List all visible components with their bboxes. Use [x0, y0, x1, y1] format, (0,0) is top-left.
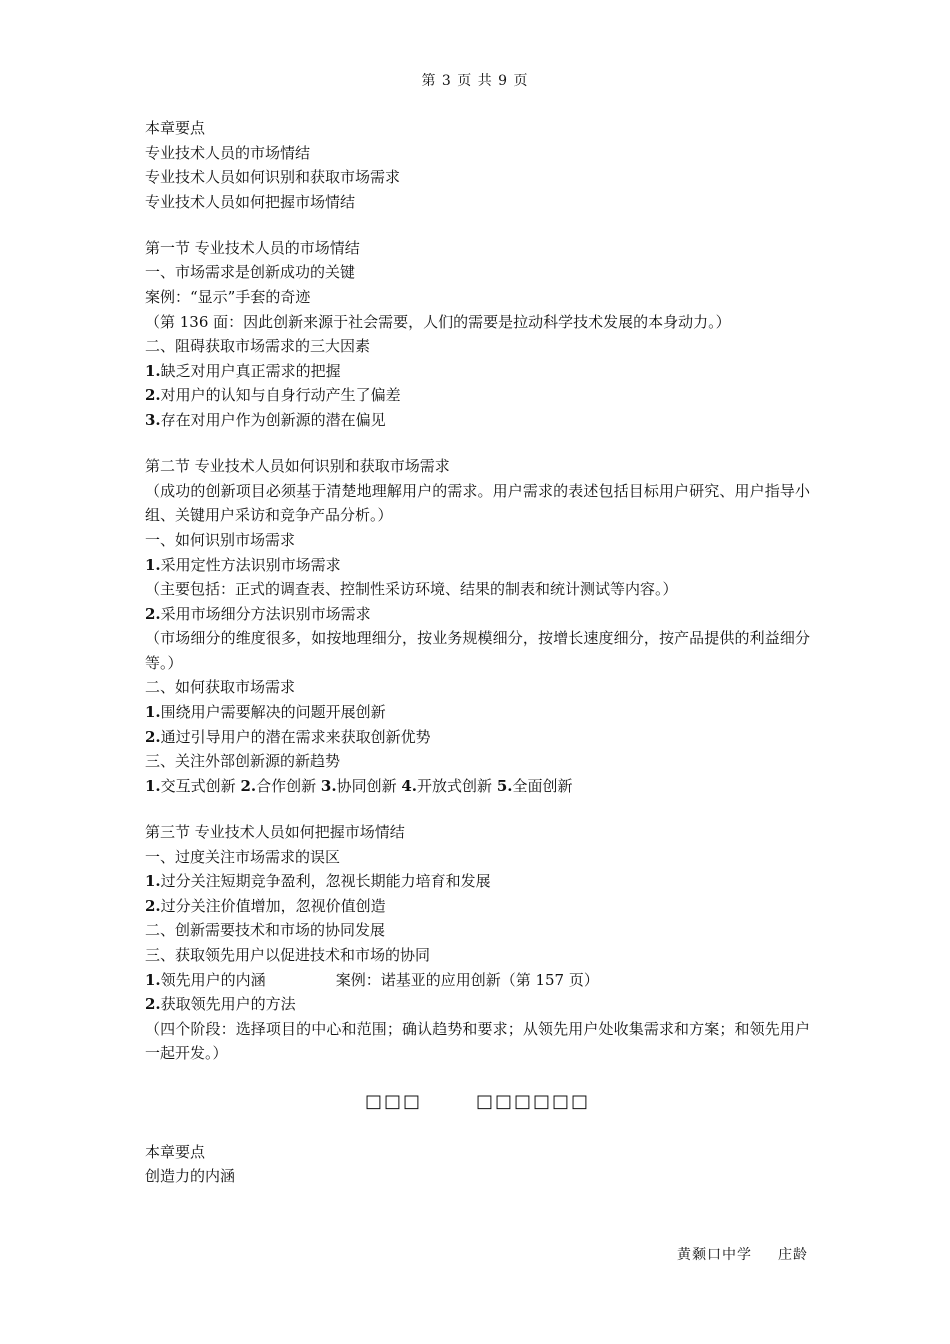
page-header: 第 3 页 共 9 页 — [421, 73, 529, 89]
section2-note: （成功的创新项目必须基于清楚地理解用户的需求。用户需求的表述包括目标用户研究、用户指导小组、关键用户采访和竞争产品分析。） — [145, 481, 810, 525]
intro-point: 专业技术人员的市场情结 — [145, 143, 311, 162]
trends-list: 1.交互式创新 2.合作创新 3.协同创新 4.开放式创新 5.全面创新 — [145, 776, 573, 795]
section1-title: 第一节 专业技术人员的市场情结 — [145, 238, 360, 257]
list-item: 1.采用定性方法识别市场需求 — [145, 555, 341, 574]
section2-title: 第二节 专业技术人员如何识别和获取市场需求 — [145, 457, 450, 476]
intro-title: 本章要点 — [145, 119, 206, 137]
page-footer — [677, 1244, 808, 1264]
intro-point: 专业技术人员如何把握市场情结 — [145, 192, 356, 211]
item-note: （四个阶段：选择项目的中心和范围；确认趋势和要求；从领先用户处收集需求和方案；和领先用户一起开发。） — [145, 1019, 810, 1063]
section1-heading: 一、市场需求是创新成功的关键 — [145, 263, 356, 282]
section2-heading: 一、如何识别市场需求 — [145, 530, 296, 549]
section1-case: 案例：“显示”手套的奇迹 — [145, 288, 311, 307]
item-note: （主要包括：正式的调查表、控制性采访环境、结果的制表和统计测试等内容。） — [145, 580, 678, 599]
item-note: （市场细分的维度很多，如按地理细分，按业务规模细分，按增长速度细分，按产品提供的利益细分等。） — [145, 629, 810, 672]
chapter-title: □□□ □□□□□□ — [364, 1090, 591, 1112]
document-body — [145, 116, 810, 1189]
section3-heading: 三、获取领先用户以促进技术和市场的协同 — [145, 945, 431, 964]
list-item: 2.对用户的认知与自身行动产生了偏差 — [145, 386, 401, 405]
list-item: 3.存在对用户作为创新源的潜在偏见 — [145, 411, 386, 430]
list-item: 2.采用市场细分方法识别市场需求 — [145, 604, 371, 623]
section3-heading: 二、创新需要技术和市场的协同发展 — [145, 921, 386, 940]
footer-school: 黄颡口中学 — [677, 1247, 752, 1263]
list-item: 1.过分关注短期竞争盈利，忽视长期能力培育和发展 — [145, 872, 491, 891]
section3-title: 第三节 专业技术人员如何把握市场情结 — [145, 822, 405, 841]
next-intro-point: 创造力的内涵 — [145, 1167, 236, 1186]
list-item: 2.获取领先用户的方法 — [145, 995, 296, 1014]
section3-heading: 一、过度关注市场需求的误区 — [145, 847, 341, 866]
section1-note: （第 136 面：因此创新来源于社会需要，人们的需要是拉动科学技术发展的本身动力。） — [145, 312, 731, 331]
footer-author: 庄龄 — [778, 1247, 808, 1263]
list-item: 2.通过引导用户的潜在需求来获取创新优势 — [145, 727, 431, 746]
list-item: 1.围绕用户需要解决的问题开展创新 — [145, 703, 386, 722]
list-item: 2.过分关注价值增加，忽视价值创造 — [145, 896, 386, 915]
intro-point: 专业技术人员如何识别和获取市场需求 — [145, 168, 401, 187]
list-item: 1.缺乏对用户真正需求的把握 — [145, 361, 341, 380]
list-item: 1.领先用户的内涵 案例：诺基亚的应用创新（第 157 页） — [145, 970, 599, 989]
section2-heading: 二、如何获取市场需求 — [145, 678, 296, 697]
section2-heading: 三、关注外部创新源的新趋势 — [145, 752, 341, 771]
section1-heading: 二、阻碍获取市场需求的三大因素 — [145, 337, 371, 356]
next-intro-title: 本章要点 — [145, 1142, 206, 1161]
item-case: 案例：诺基亚的应用创新（第 157 页） — [335, 970, 599, 989]
